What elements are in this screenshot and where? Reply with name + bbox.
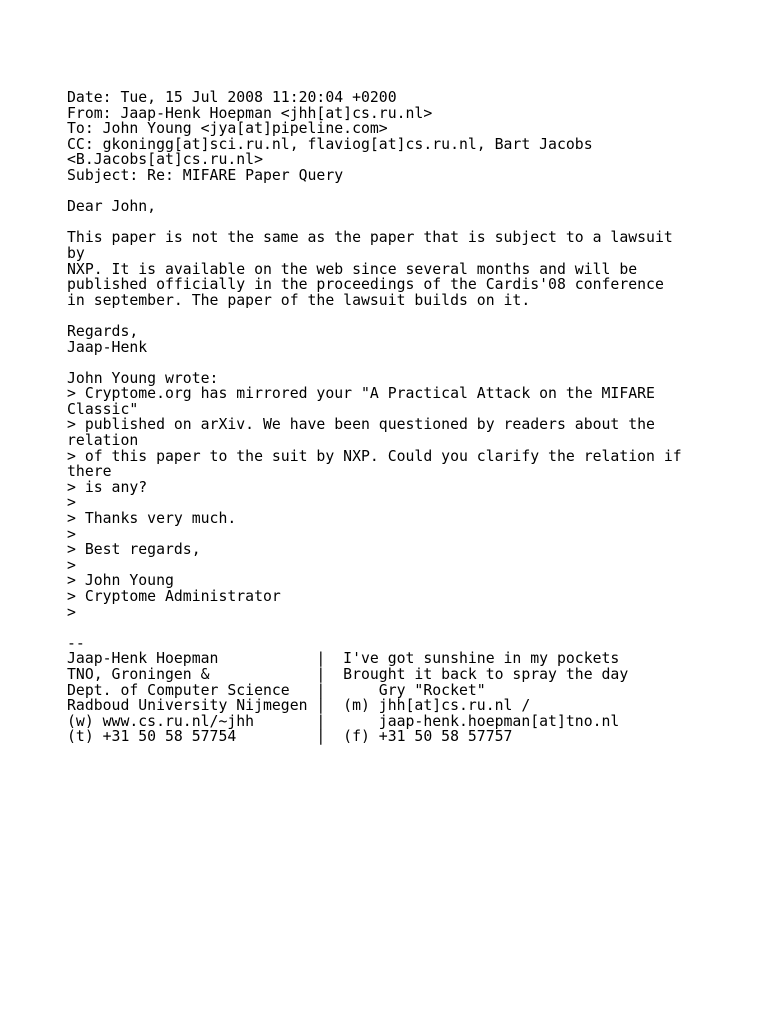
signature-line: Dept. of Computer Science | Gry "Rocket"	[67, 681, 486, 699]
quoted-line: > of this paper to the suit by NXP. Could you clarify the relation if	[67, 447, 682, 465]
greeting: Dear John,	[67, 198, 157, 216]
signature-line: Jaap-Henk Hoepman | I've got sunshine in my pockets	[67, 650, 620, 668]
header-cc: CC: gkoningg[at]sci.ru.nl, flaviog[at]cs.ru.nl, Bart Jacobs	[67, 135, 593, 153]
email-header	[67, 90, 757, 184]
signature-block	[67, 651, 757, 745]
quoted-line: > Best regards,	[67, 541, 201, 559]
quoted-line: Classic"	[67, 400, 139, 418]
quoted-line: there	[67, 463, 112, 481]
header-from: From: Jaap-Henk Hoepman <jhh[at]cs.ru.nl>	[67, 104, 433, 122]
quoted-line: relation	[67, 432, 139, 450]
body-line: in september. The paper of the lawsuit builds on it.	[67, 291, 531, 309]
signature-line: TNO, Groningen & | Brought it back to spray the day	[67, 665, 629, 683]
header-to: To: John Young <jya[at]pipeline.com>	[67, 120, 388, 138]
email-body	[67, 230, 757, 308]
quoted-line: > published on arXiv. We have been questioned by readers about the	[67, 416, 655, 434]
body-line: published officially in the proceedings of the Cardis'08 conference	[67, 276, 664, 294]
closing-line: Regards,	[67, 322, 139, 340]
header-subject: Subject: Re: MIFARE Paper Query	[67, 166, 344, 184]
header-date: Date: Tue, 15 Jul 2008 11:20:04 +0200	[67, 89, 397, 106]
email-document	[67, 90, 757, 745]
quoted-line: > is any?	[67, 478, 148, 496]
quoted-line: > Thanks very much.	[67, 510, 237, 528]
signature-separator: --	[67, 634, 85, 652]
body-line: by	[67, 244, 85, 262]
body-line: NXP. It is available on the web since several months and will be	[67, 260, 638, 278]
quoted-message	[67, 386, 757, 620]
quoted-line: >	[67, 603, 76, 621]
closing-line: Jaap-Henk	[67, 338, 148, 356]
quoted-line: > John Young	[67, 572, 174, 590]
closing	[67, 324, 757, 355]
quoted-line: >	[67, 494, 76, 512]
body-line: This paper is not the same as the paper that is subject to a lawsuit	[67, 229, 673, 247]
signature-line: Radboud University Nijmegen | (m) jhh[at]cs.ru.nl /	[67, 697, 531, 715]
quoted-line: > Cryptome.org has mirrored your "A Practical Attack on the MIFARE	[67, 385, 655, 403]
quoted-line: >	[67, 525, 76, 543]
header-cc-continued: <B.Jacobs[at]cs.ru.nl>	[67, 151, 263, 169]
quoted-line: > Cryptome Administrator	[67, 588, 281, 605]
quoted-line: >	[67, 556, 76, 574]
signature-line: (w) www.cs.ru.nl/~jhh | jaap-henk.hoepman[at]tno.nl	[67, 712, 620, 730]
quote-intro: John Young wrote:	[67, 369, 219, 387]
signature-line: (t) +31 50 58 57754 | (f) +31 50 58 57757	[67, 728, 513, 746]
